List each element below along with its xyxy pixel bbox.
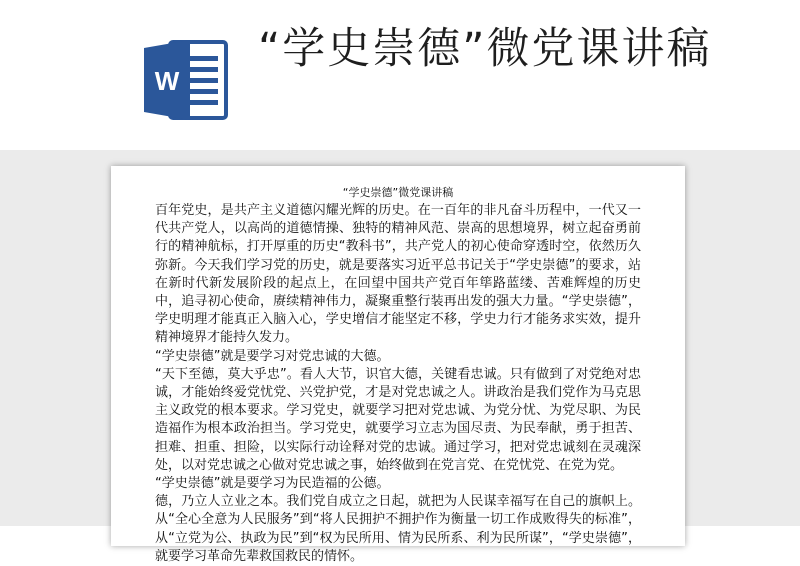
- svg-text:W: W: [154, 66, 180, 96]
- paragraph-loyalty: “天下至德，莫大乎忠”。看人大节，识官大德，关键看忠诚。只有做到了对党绝对忠诚，才能始终爱党忧党、兴党护党，才是对党忠诚之人。讲政治是我们党作为马克思主义政党的根本要求。学习党史，就要学习把对党忠诚、为党分忧、为党尽职、为民造福作为根本政治担当。学习党史，就要学习立志为国尽责、为民奉献，勇于担苦、担难、担重、担险，以实际行动诠释对党的忠诚。通过学习，把对党忠诚刻在灵魂深处，以对党忠诚之心做对党忠诚之事，始终做到在党言党、在党忧党、在党为党。: [155, 366, 641, 473]
- document-page: [111, 166, 685, 564]
- paragraph-public-virtue: 德，乃立人立业之本。我们党自成立之日起，就把为人民谋幸福写在自己的旗帜上。从“全心全意为人民服务”到“将人民拥护不拥护作为衡量一切工作成败得失的标准”，从“立党为公、执政为民”到“权为民所用、情为民所系、利为民所谋”，“学史崇德”，就要学习革命先辈救国救民的情怀。: [155, 494, 641, 564]
- document-heading: “学史崇德”微党课讲稿: [258, 24, 712, 74]
- paragraph-subhead-loyalty: “学史崇德”就是要学习对党忠诚的大德。: [155, 348, 390, 364]
- paragraph-subhead-public-virtue: “学史崇德”就是要学习为民造福的公德。: [155, 476, 390, 492]
- header-banner: [0, 0, 800, 150]
- word-document-icon: [140, 34, 232, 126]
- page-title: “学史崇德”微党课讲稿: [342, 186, 454, 199]
- paragraph-intro: 百年党史，是共产主义道德闪耀光辉的历史。在一百年的非凡奋斗历程中，一代又一代共产党人，以高尚的道德情操、独特的精神风范、崇高的思想境界，树立起奋勇前行的精神航标，打开厚重的历史“教科书”，共产党人的初心使命穿透时空，依然历久弥新。今天我们学习党的历史，就是要落实习近平总书记关于“学史崇德”的要求，站在新时代新发展阶段的起点上，在回望中国共产党百年筚路蓝缕、苦难辉煌的历史中，追寻初心使命，赓续精神伟力，凝聚重整行装再出发的强大力量。“学史崇德”，学史明理才能真正入脑入心，学史增信才能坚定不移，学史力行才能务求实效，提升精神境界才能持久发力。: [155, 203, 641, 346]
- page-content: [155, 184, 641, 566]
